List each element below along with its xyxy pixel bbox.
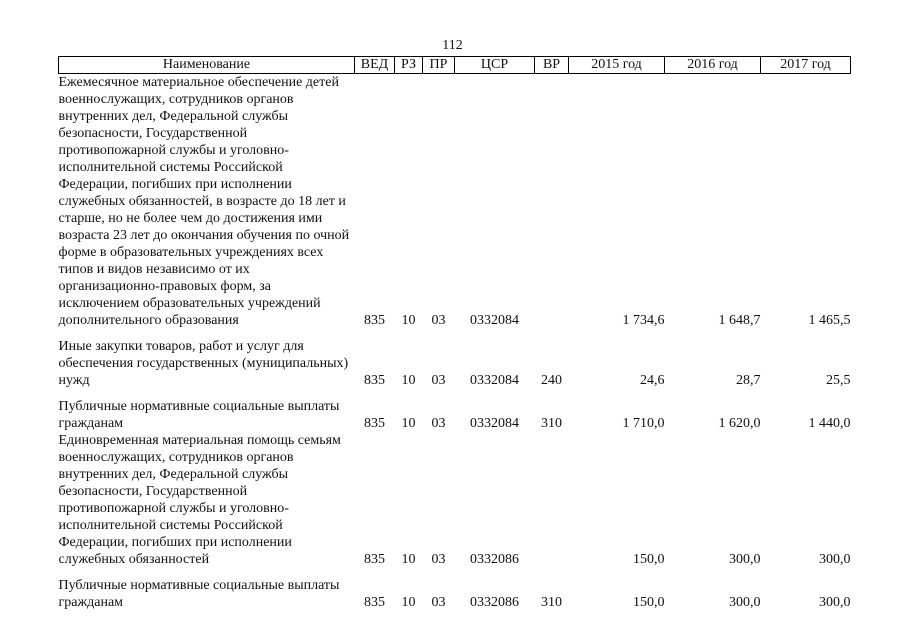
row-2016: 1 648,7: [718, 313, 761, 328]
header-vr: ВР: [535, 57, 569, 74]
row-csr: 0332086: [470, 552, 519, 567]
row-pr: 03: [431, 552, 446, 567]
row-2015: 150,0: [633, 552, 665, 567]
row-2015: 1 710,0: [622, 416, 665, 431]
row-2017: 1 440,0: [808, 416, 851, 431]
row-pr: 03: [431, 416, 446, 431]
row-pr: 03: [431, 373, 446, 388]
page-number: 112: [442, 38, 463, 53]
row-vr: 240: [541, 373, 562, 388]
row-2016: 300,0: [729, 552, 761, 567]
row-2016: 1 620,0: [718, 416, 761, 431]
header-ved: ВЕД: [355, 57, 395, 74]
row-2016: 28,7: [736, 373, 761, 388]
row-ved: 835: [364, 373, 385, 388]
table-row: [59, 329, 851, 389]
header-2017: 2017 год: [761, 57, 851, 74]
row-ved: 835: [364, 552, 385, 567]
budget-table: [58, 56, 851, 611]
row-name: Публичные нормативные социальные выплаты гражданам: [58, 578, 340, 610]
row-rz: 10: [401, 373, 416, 388]
row-pr: 03: [431, 313, 446, 328]
row-2015: 150,0: [633, 595, 665, 610]
row-2017: 25,5: [826, 373, 851, 388]
table-row: [59, 389, 851, 432]
row-rz: 10: [401, 313, 416, 328]
row-ved: 835: [364, 313, 385, 328]
row-csr: 0332084: [470, 416, 519, 431]
row-csr: 0332086: [470, 595, 519, 610]
row-ved: 835: [364, 416, 385, 431]
table-row: [59, 568, 851, 611]
row-vr: [535, 432, 569, 568]
header-csr: ЦСР: [455, 57, 535, 74]
row-csr: 0332084: [470, 373, 519, 388]
row-2017: 1 465,5: [808, 313, 851, 328]
row-2016: 300,0: [729, 595, 761, 610]
table-row: [59, 432, 851, 568]
table-row: [59, 74, 851, 330]
row-2017: 300,0: [819, 552, 851, 567]
row-vr: 310: [541, 595, 562, 610]
header-2016: 2016 год: [665, 57, 761, 74]
row-name: Единовременная материальная помощь семьям военнослужащих, сотрудников органов внутренних дел, Федеральной службы безопасности, Государственной противопожарной службы и уголовно-исполнительной системы Российской Федерации, погибших при исполнении служебных обязанностей: [58, 433, 341, 567]
row-name: Иные закупки товаров, работ и услуг для обеспечения государственных (муниципальных) нужд: [58, 339, 349, 388]
row-2017: 300,0: [819, 595, 851, 610]
row-pr: 03: [431, 595, 446, 610]
header-2015: 2015 год: [569, 57, 665, 74]
row-name: Ежемесячное материальное обеспечение детей военнослужащих, сотрудников органов внутренних дел, Федеральной службы безопасности, Государственной противопожарной службы и уголовно-исполнительной системы Российской Федерации, погибших при исполнении служебных обязанностей, в возрасте до 18 лет и старше, но не более чем до достижения ими возраста 23 лет до окончания обучения по очной форме в образовательных учреждениях всех типов и видов независимо от их организационно-правовых форм, за исключением образовательных учреждений дополнительного образования: [58, 75, 350, 328]
row-rz: 10: [401, 552, 416, 567]
row-csr: 0332084: [470, 313, 519, 328]
header-pr: ПР: [423, 57, 455, 74]
header-name: Наименование: [59, 57, 355, 74]
row-rz: 10: [401, 595, 416, 610]
row-rz: 10: [401, 416, 416, 431]
row-vr: 310: [541, 416, 562, 431]
row-vr: [535, 74, 569, 330]
header-rz: РЗ: [395, 57, 423, 74]
row-ved: 835: [364, 595, 385, 610]
row-2015: 1 734,6: [622, 313, 665, 328]
row-2015: 24,6: [640, 373, 665, 388]
row-name: Публичные нормативные социальные выплаты гражданам: [58, 399, 340, 431]
header-row: [59, 57, 851, 74]
